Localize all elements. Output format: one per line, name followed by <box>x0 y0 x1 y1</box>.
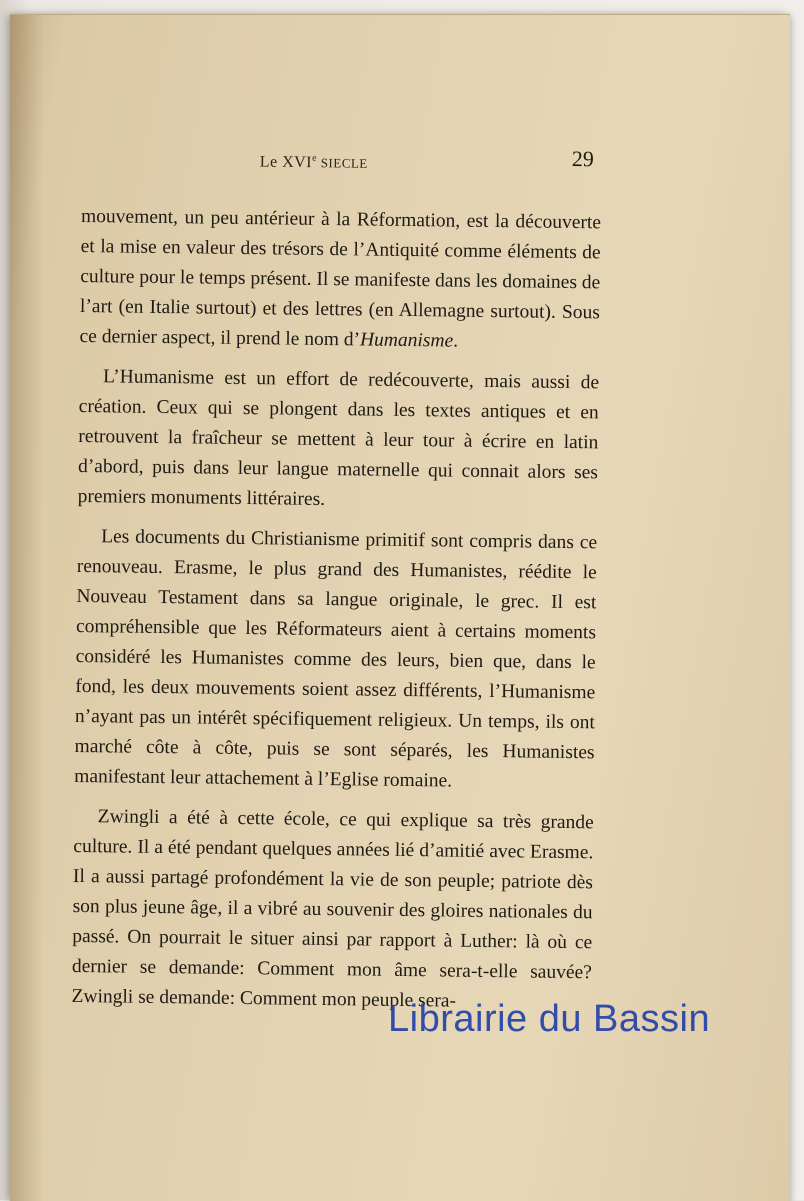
italic-term: Humanisme <box>359 329 454 352</box>
running-head <box>82 140 602 186</box>
watermark-text: Librairie du Bassin <box>388 998 711 1040</box>
page-text-block <box>71 140 602 1028</box>
italic-term-end: . <box>453 330 459 352</box>
paragraph-1-text: mouvement, un peu antérieur à la Réformation, est la découverte et la mise en valeur des trésors de l’Antiquité comme éléments de culture pour le temps présent. Il se manifeste dans les domaines de l’art (en Italie surtout) et des lettres (en Allemagne surtout). Sous ce dernier aspect, il prend le nom d’ <box>79 205 602 351</box>
chapter-title-suffix: SIECLE <box>316 155 368 171</box>
chapter-title-superscript: e <box>312 152 318 164</box>
chapter-title-prefix: Le XVI <box>259 153 313 172</box>
paragraph-4: Zwingli a été à cette école, ce qui explique sa très grande culture. Il a été pendant quelques années lié d’amitié avec Erasme. Il a aussi partagé profondément la vie de son peuple; patriote dès son plus jeune âge, il a vibré au souvenir des gloires nationales du passé. On pourrait le situer ainsi par rapport à Luther: là où ce dernier se demande: Comment mon âme sera-t-elle sauvée? Zwingli se demande: Comment mon peuple sera- <box>71 806 594 1012</box>
paragraph-3: Les documents du Christianisme primitif sont compris dans ce renouveau. Erasme, le plus grand des Humanistes, réédite le Nouveau Testament dans sa langue originale, le grec. Il est compréhensible que les Réformateurs aient à certains moments considéré les Humanistes comme des leurs, bien que, dans le fond, les deux mouvements soient assez différents, l’Humanisme n’ayant pas un intérêt spécifiquement religieux. Un temps, ils ont marché côte à côte, puis se sont séparés, les Humanistes manifestant leur attachement à l’Eglise romaine. <box>74 526 598 792</box>
paragraph-1 <box>79 202 601 358</box>
paragraph-2: L’Humanisme est un effort de redécouverte, mais aussi de création. Ceux qui se plongent dans les textes antiques et en retrouvent la fraîcheur se mettent à leur tour à écrire en latin d’abord, puis dans leur langue maternelle qui connait alors ses premiers monuments littéraires. <box>77 366 600 510</box>
page-number: 29 <box>571 145 594 172</box>
chapter-title <box>260 152 368 173</box>
page-gutter-shadow <box>10 15 44 1201</box>
